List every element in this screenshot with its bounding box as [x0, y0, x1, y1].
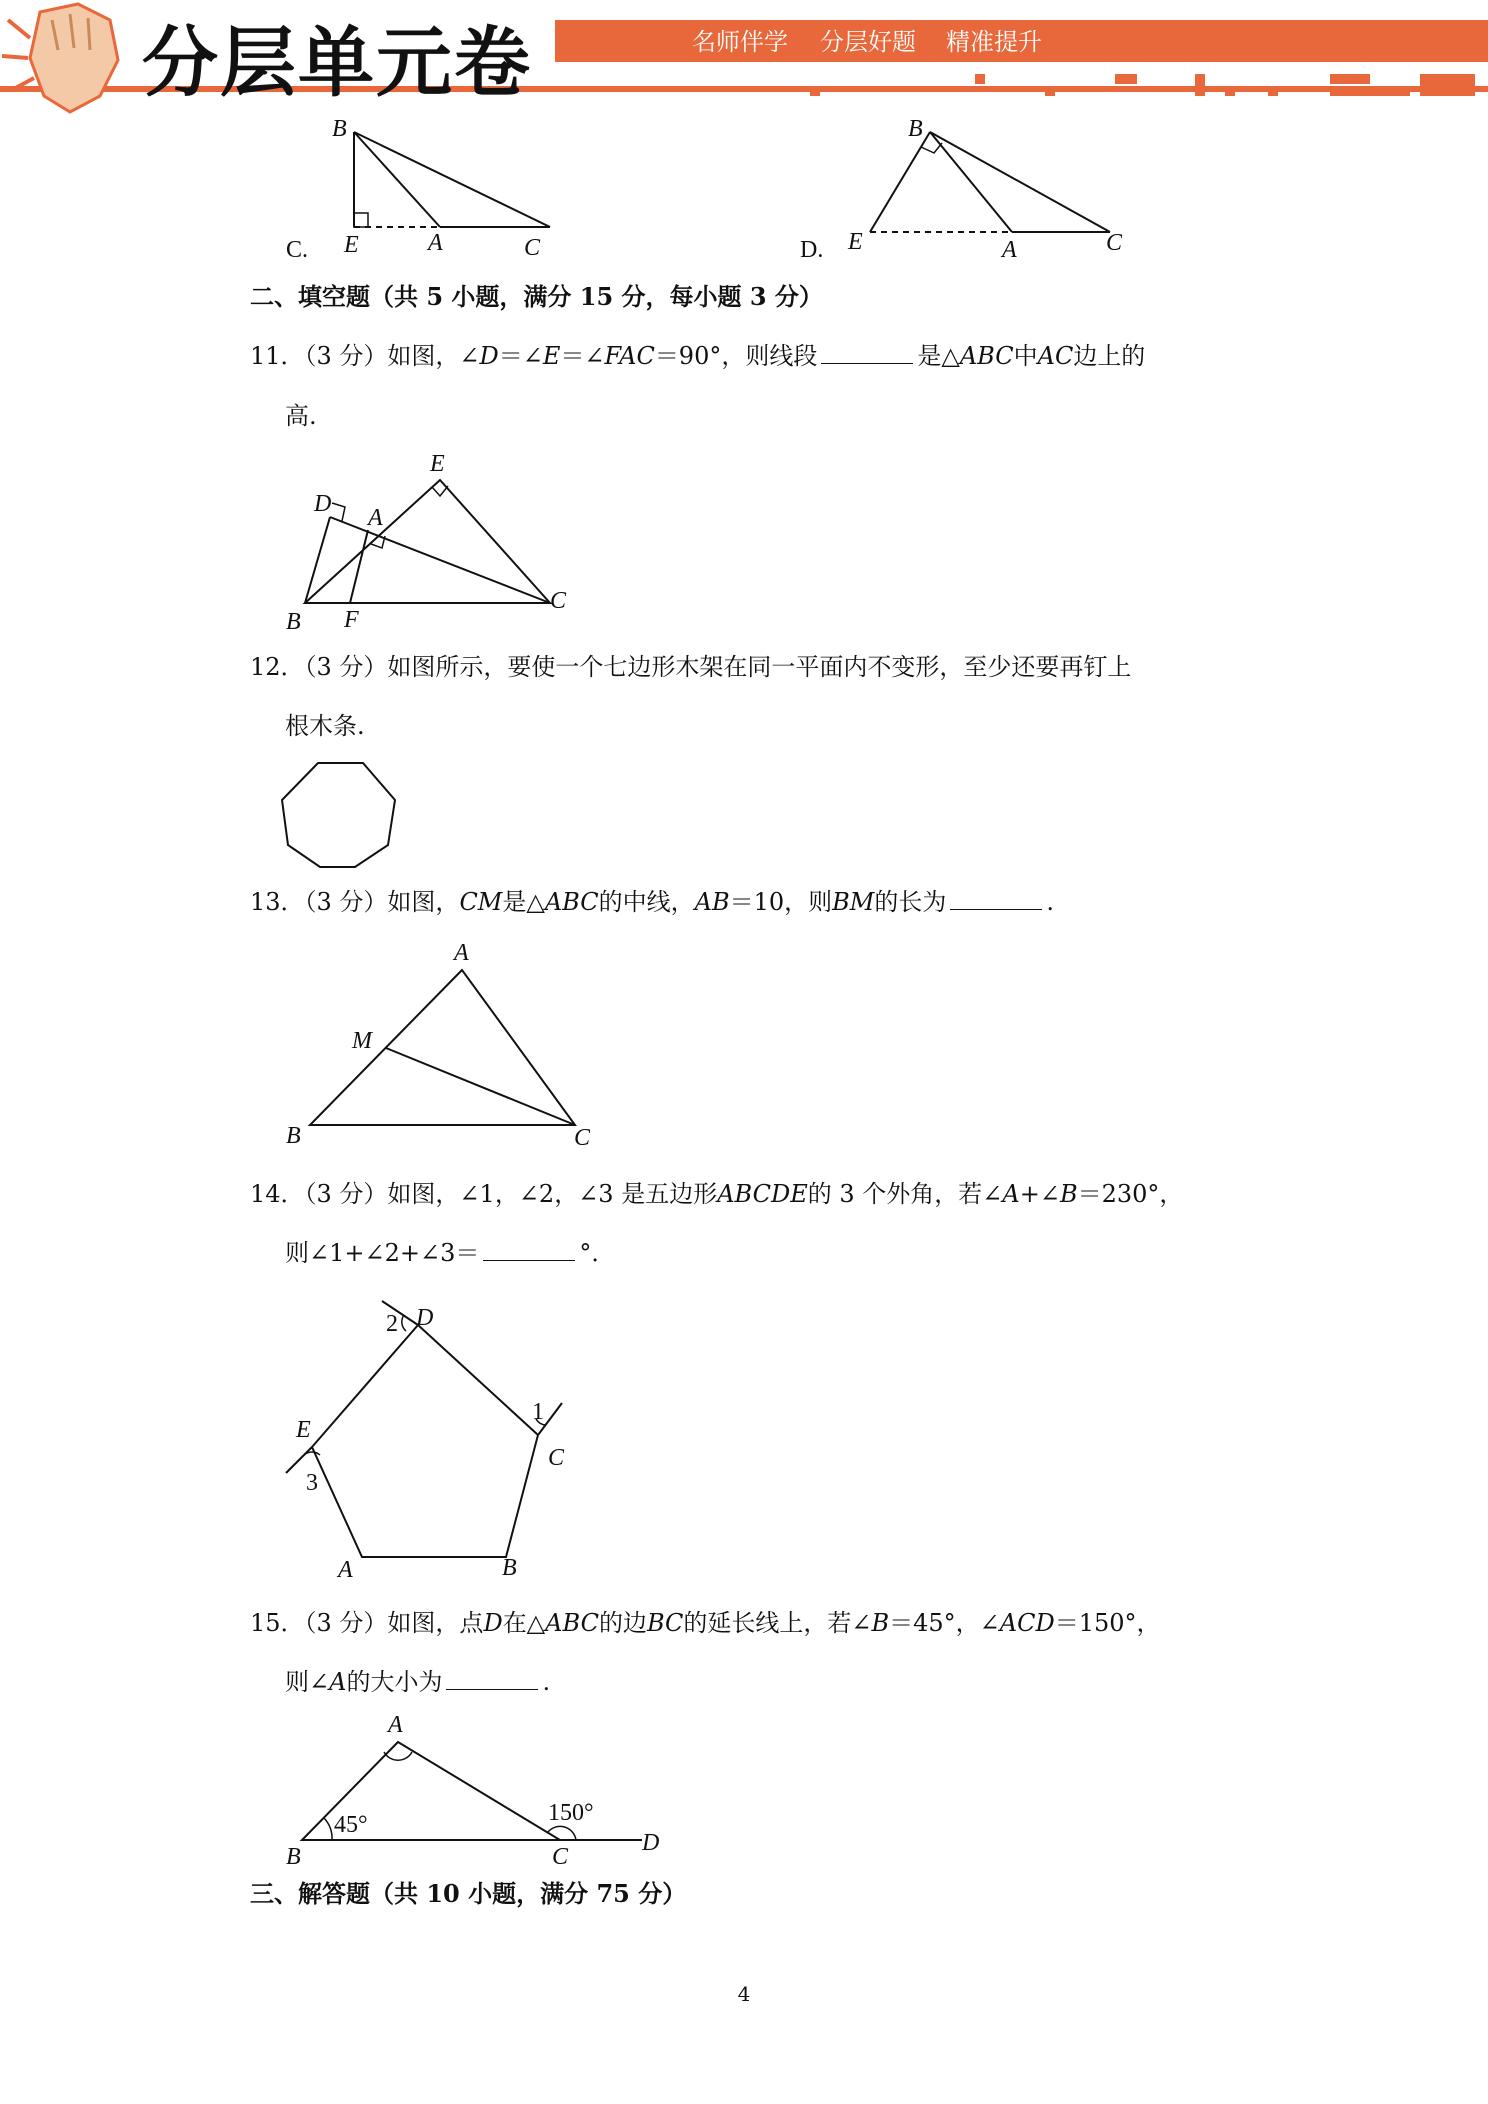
section-2-title: 二、填空题（共 5 小题，满分 15 分，每小题 3 分） [250, 282, 823, 311]
label-f: F [344, 607, 359, 633]
label-c: C [1106, 230, 1123, 256]
q15-line-2: 则∠A的大小为 . [285, 1668, 551, 1696]
option-c-mark: C. [286, 237, 309, 263]
label-c: C [524, 235, 541, 261]
heptagon-figure [280, 755, 410, 875]
slogan-1: 名师伴学 [692, 28, 788, 56]
angle-1-label: 1 [532, 1399, 544, 1425]
angle-3-label: 3 [306, 1470, 318, 1496]
q10-option-c-figure [270, 112, 570, 262]
label-a: A [428, 230, 443, 256]
q14-pentagon-figure [280, 1295, 600, 1585]
q14-line-1: 14．（3 分）如图，∠1，∠2，∠3 是五边形ABCDE的 3 个外角，若∠A+∠B＝230°， [250, 1180, 1184, 1208]
label-a: A [368, 505, 383, 531]
option-d-mark: D. [800, 237, 824, 263]
label-b: B [908, 116, 923, 142]
label-c: C [552, 1844, 569, 1870]
label-b: B [286, 1844, 301, 1870]
answer-blank[interactable] [821, 341, 913, 364]
angle-2-label: 2 [386, 1311, 398, 1337]
label-d: D [314, 491, 332, 517]
q15-figure [280, 1712, 680, 1872]
label-e: E [344, 232, 359, 258]
label-e: E [296, 1417, 311, 1443]
label-d: D [416, 1305, 434, 1331]
answer-blank[interactable] [483, 1238, 575, 1261]
label-e: E [430, 451, 445, 477]
q13-figure [280, 940, 610, 1151]
q10-option-d-figure [790, 112, 1150, 262]
q11-line-1: 11．（3 分）如图，∠D＝∠E＝∠FAC＝90°，则线段 是△ABC中AC边上的 [250, 342, 1146, 370]
label-a: A [338, 1557, 353, 1583]
angle-45-label: 45° [334, 1812, 368, 1838]
label-b: B [502, 1555, 517, 1581]
label-d: D [642, 1830, 660, 1856]
fist-logo-icon [0, 0, 140, 118]
label-b: B [286, 609, 301, 635]
brand-title: 分层单元卷 [142, 18, 532, 107]
label-c: C [550, 588, 567, 614]
q12-line-2: 根木条. [285, 712, 365, 740]
label-b: B [332, 116, 347, 142]
label-b: B [286, 1123, 301, 1149]
label-a: A [454, 940, 469, 966]
slogan-3: 精准提升 [946, 28, 1042, 56]
q13-line: 13．（3 分）如图，CM是△ABC的中线，AB＝10，则BM的长为 . [250, 888, 1054, 916]
label-c: C [548, 1445, 565, 1471]
angle-150-label: 150° [548, 1800, 594, 1826]
page-number: 4 [737, 1982, 751, 2006]
label-e: E [848, 229, 863, 255]
answer-blank[interactable] [950, 887, 1042, 910]
slogan-2: 分层好题 [820, 28, 916, 56]
q15-line-1: 15．（3 分）如图，点D在△ABC的边BC的延长线上，若∠B＝45°，∠ACD＝150°， [250, 1609, 1161, 1637]
q12-line-1: 12．（3 分）如图所示，要使一个七边形木架在同一平面内不变形，至少还要再钉上 [250, 653, 1132, 681]
q11-line-2: 高. [285, 402, 317, 430]
answer-blank[interactable] [446, 1667, 538, 1690]
label-a: A [388, 1712, 403, 1738]
label-a: A [1002, 237, 1017, 263]
q11-figure [280, 445, 600, 640]
label-c: C [574, 1125, 591, 1151]
q14-line-2: 则∠1+∠2+∠3＝ °． [285, 1239, 616, 1267]
section-3-title: 三、解答题（共 10 小题，满分 75 分） [250, 1879, 687, 1908]
label-m: M [352, 1028, 372, 1054]
